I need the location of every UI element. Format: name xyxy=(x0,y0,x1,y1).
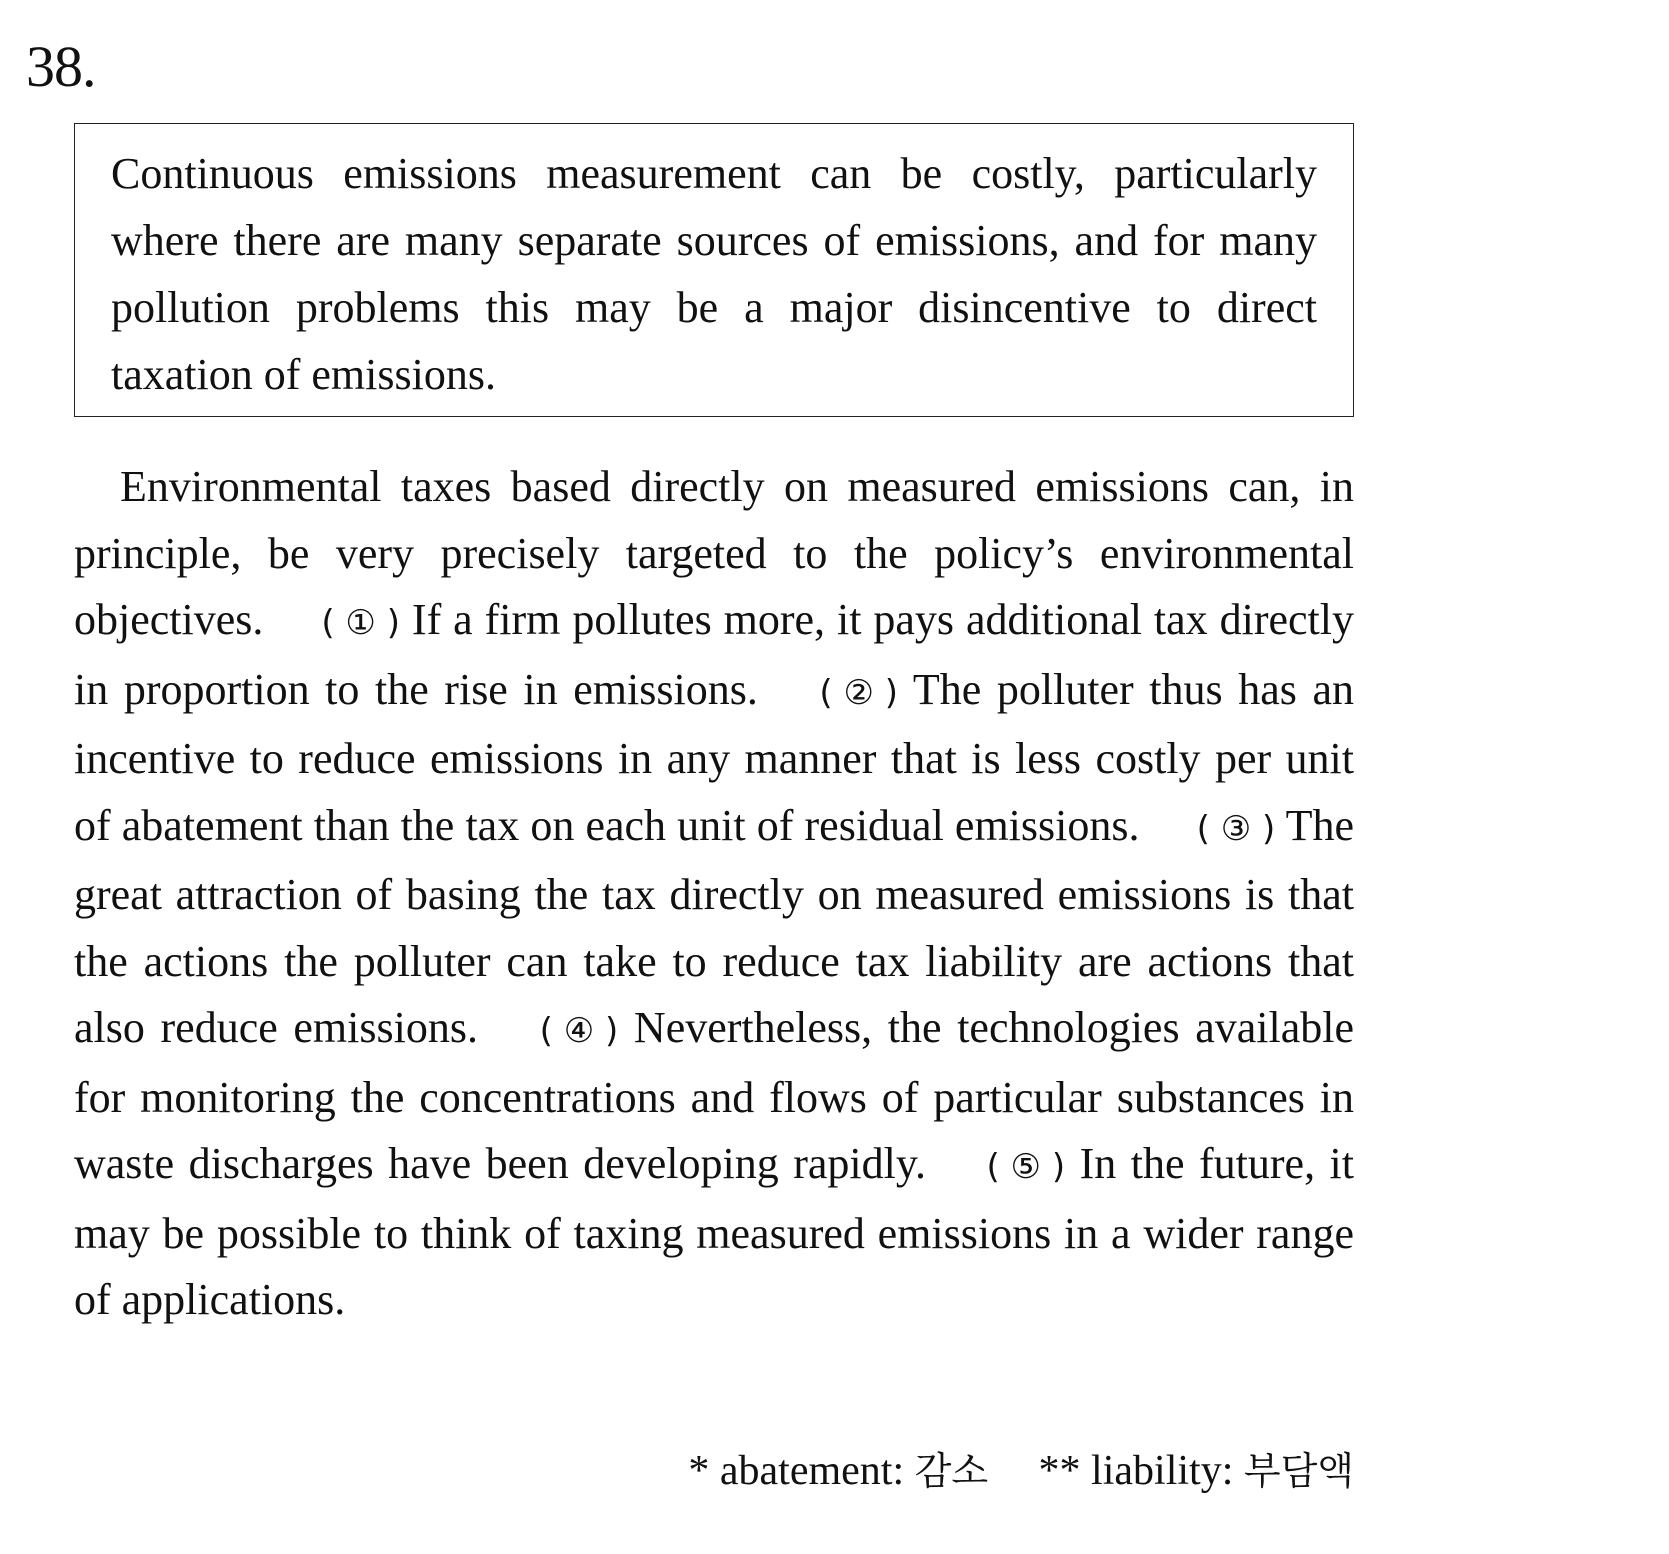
passage xyxy=(74,454,1354,1334)
passage-sentence: The polluter thus has an incentive to reduce emissions in any manner that is less costly per unit of abatement than the tax on each unit of residual emissions. xyxy=(74,664,1354,850)
passage-sentence: Environmental taxes based directly on measured emissions can, in principle, be very precisely targeted to the policy’s environmental objectives. xyxy=(74,462,1354,644)
passage-sentence: In the future, it may be possible to think of taxing measured emissions in a wider range of applications. xyxy=(74,1139,1355,1324)
insertion-marker-3: ( ③ ) xyxy=(1196,808,1276,849)
insertion-marker-5: ( ⑤ ) xyxy=(986,1147,1066,1187)
given-sentence-box xyxy=(74,123,1354,417)
glossary-meaning: 감소 xyxy=(914,1449,989,1493)
question-number: 38. xyxy=(26,34,96,99)
insertion-marker-4: ( ④ ) xyxy=(539,1011,619,1051)
passage-sentence: Nevertheless, the technologies available for monitoring the concentrations and flows of particular substances in waste discharges have been developing rapidly. xyxy=(74,1003,1355,1188)
glossary-meaning: 부담액 xyxy=(1243,1449,1354,1493)
glossary-mark: * xyxy=(688,1448,710,1494)
insertion-marker-1: ( ① ) xyxy=(321,603,400,643)
glossary-term: liability: xyxy=(1091,1448,1234,1494)
glossary-item xyxy=(688,1450,988,1492)
insertion-marker-2: ( ② ) xyxy=(819,672,899,713)
glossary-mark: ** xyxy=(1038,1448,1081,1494)
glossary xyxy=(688,1450,1354,1492)
glossary-item xyxy=(1039,1450,1354,1492)
given-sentence: Continuous emissions measurement can be costly, particularly where there are many separate sources of emissions, and for many pollution problems this may be a major disincentive to direct taxation of emissions. xyxy=(111,149,1317,399)
passage-sentence: If a firm pollutes more, it pays additional tax directly in proportion to the rise in emissions. xyxy=(74,595,1354,714)
passage-sentence: The great attraction of basing the tax directly on measured emissions is that the actions the polluter can take to reduce tax liability are actions that also reduce emissions. xyxy=(74,800,1354,1052)
glossary-term: abatement: xyxy=(719,1448,905,1494)
